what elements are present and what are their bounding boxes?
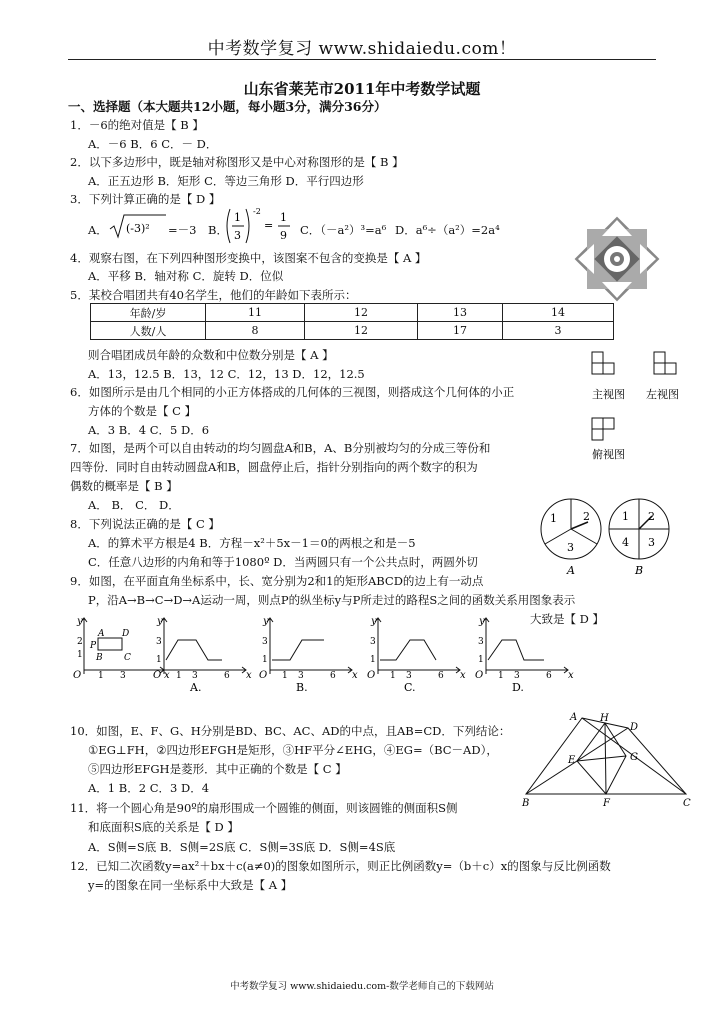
q2-choices: A．正五边形 B．矩形 C．等边三角形 D．平行四边形	[88, 174, 364, 188]
q5-age-table	[90, 303, 614, 340]
disk-b-num: 4	[622, 536, 629, 549]
q8-line1: A．的算术平方根是4 B．方程－x²＋5x－1＝0的两根之和是－5	[88, 536, 416, 550]
q10-line1: 10．如图，E、F、G、H分别是BD、BC、AC、AD的中点，且AB=CD．下列结论：	[70, 724, 511, 738]
origin-label: O	[475, 670, 484, 681]
pt-label: A	[570, 712, 578, 723]
q3-eq: =	[264, 219, 274, 232]
disk-b-num: 3	[648, 536, 655, 549]
pt-label: F	[603, 798, 610, 809]
tick-label: 3	[406, 671, 412, 681]
right-paren	[246, 209, 249, 243]
pt-label: G	[630, 752, 638, 763]
q4-choices: A．平移 B．轴对称 C．旋转 D．位似	[88, 269, 284, 283]
q12-line2: y=的图象在同一坐标系中大致是【 A 】	[88, 878, 293, 892]
point-c: C	[124, 653, 131, 663]
q5-followup: 则合唱团成员年龄的众数和中位数分别是【 A 】	[88, 348, 334, 362]
origin-label: O	[73, 670, 82, 681]
q10-quadrilateral	[520, 710, 700, 810]
view-cell	[603, 418, 614, 429]
q3-frac-num: 1	[234, 211, 241, 224]
graph-line	[380, 640, 436, 660]
q6-choices: A．3 B．4 C．5 D．6	[88, 423, 210, 437]
tick-label: 3	[120, 671, 126, 681]
tick-label: 6	[546, 671, 552, 681]
table-cell: 12	[305, 304, 418, 322]
axis-x-label: x	[164, 670, 170, 681]
view-cell	[603, 363, 614, 374]
pt-label: B	[522, 798, 530, 809]
tick-label: 1	[77, 650, 83, 660]
axis-y-label: y	[479, 616, 485, 627]
tick-label: 6	[330, 671, 336, 681]
page-title: 山东省莱芜市2011年中考数学试题	[243, 80, 481, 98]
point-d: D	[122, 629, 130, 639]
q11-line1: 11．将一个圆心角是90º的扇形围成一个圆锥的侧面，则该圆锥的侧面积S侧	[70, 801, 458, 815]
table-row	[91, 322, 614, 340]
q11-choices: A．S侧=S底 B．S侧=2S底 C．S侧=3S底 D．S侧=4S底	[88, 840, 396, 854]
q9-line1: 9．如图，在平面直角坐标系中，长、宽分别为2和1的矩形ABCD的边上有一动点	[70, 574, 484, 588]
tick-label: 6	[438, 671, 444, 681]
q3-frac-den: 3	[234, 229, 241, 242]
pt-label: C	[683, 798, 691, 809]
tick-label: 1	[390, 671, 396, 681]
label-main-view: 主视图	[592, 388, 625, 401]
table-cell: 3	[503, 322, 614, 340]
tick-label: 3	[298, 671, 304, 681]
q3-choice-a-label: A．	[88, 223, 108, 237]
tick-label: 1	[262, 655, 268, 665]
disk-a-pointer	[571, 522, 588, 529]
axis-x-label: x	[352, 670, 358, 681]
q1-stem: 1．－6的绝对值是【 B 】	[70, 118, 204, 132]
axis-x-label: x	[246, 670, 252, 681]
table-cell: 人数/人	[91, 322, 206, 340]
view-cell	[592, 363, 603, 374]
tick-label: 1	[282, 671, 288, 681]
page-footer: 中考数学复习 www.shidaiedu.com-数学老师自己的下载网站	[230, 981, 494, 992]
q7-choices: A． B． C． D．	[88, 498, 180, 512]
q3-choice-d: D．a⁶÷（a²）=2a⁴	[395, 223, 500, 237]
q7-line1: 7．如图，是两个可以自由转动的均匀圆盘A和B，A、B分别被均匀的分成三等份和	[70, 441, 491, 455]
q7-line2: 四等份．同时自由转动圆盘A和B，圆盘停止后，指针分别指向的两个数字的积为	[70, 460, 478, 474]
point-a: A	[98, 629, 105, 639]
q6-line2: 方体的个数是【 C 】	[88, 404, 197, 418]
q3-stem: 3．下列计算正确的是【 D 】	[70, 192, 221, 206]
point-b: B	[96, 653, 103, 663]
origin-label: O	[259, 670, 268, 681]
q9-line2: P，沿A→B→C→D→A运动一周，则点P的纵坐标y与P所走过的路程S之间的函数关系用图象表示	[88, 593, 576, 607]
rect-abcd	[98, 638, 122, 650]
view-cell	[665, 363, 676, 374]
q3-rhs-num: 1	[280, 211, 287, 224]
seg-hf	[605, 723, 606, 794]
q4-stem: 4．观察右图，在下列四种图形变换中，该图案不包含的变换是【 A 】	[70, 251, 427, 265]
graph-option-label: C.	[404, 681, 416, 694]
tick-label: 3	[156, 637, 162, 647]
pt-label: E	[568, 755, 576, 766]
graph-line	[272, 640, 324, 660]
table-cell: 8	[206, 322, 305, 340]
section-heading: 一、选择题（本大题共12小题，每小题3分，满分36分）	[68, 99, 387, 114]
disk-a-num: 3	[567, 541, 574, 554]
axis-y-label: y	[77, 616, 83, 627]
tick-label: 1	[156, 655, 162, 665]
view-cell	[592, 352, 603, 363]
q8-stem: 8．下列说法正确的是【 C 】	[70, 517, 220, 531]
q9-line3: 大致是【 D 】	[530, 612, 605, 626]
graph-option-label: B.	[296, 681, 308, 694]
tick-label: 3	[514, 671, 520, 681]
tick-label: 3	[478, 637, 484, 647]
q3-choice-b-label: B．	[208, 223, 228, 237]
table-cell: 年龄/岁	[91, 304, 206, 322]
axis-x-label: x	[460, 670, 466, 681]
q4-pattern-figure	[570, 212, 664, 306]
q10-choices: A．1 B．2 C．3 D．4	[88, 781, 210, 795]
q11-line2: 和底面积S底的关系是【 D 】	[88, 820, 239, 834]
disk-b-num: 1	[622, 510, 629, 523]
point-p: P	[90, 641, 97, 651]
q9-option-graph-2	[366, 612, 466, 694]
q10-line2: ①EG⊥FH，②四边形EFGH是矩形，③HF平分∠EHG，④EG=（BC－AD），	[88, 743, 498, 757]
table-cell: 12	[305, 322, 418, 340]
tick-label: 6	[224, 671, 230, 681]
tick-label: 1	[370, 655, 376, 665]
tick-label: 1	[478, 655, 484, 665]
pattern-center-dot	[614, 256, 620, 262]
q3-exponent: -2	[253, 207, 261, 216]
page-header: 中考数学复习 www.shidaiedu.com！	[207, 39, 517, 59]
q6-three-views	[588, 348, 688, 464]
q1-choices: A．－6 B．6 C．－ D．	[88, 137, 218, 151]
left-paren	[227, 209, 230, 243]
pt-label: H	[600, 713, 609, 724]
view-cell	[654, 352, 665, 363]
label-left-view: 左视图	[646, 388, 679, 401]
axis-y-label: y	[371, 616, 377, 627]
disk-a-label: A	[567, 564, 575, 577]
header-rule	[68, 59, 656, 60]
q5-stem: 5．某校合唱团共有40名学生，他们的年龄如下表所示：	[70, 288, 357, 302]
tick-label: 1	[98, 671, 104, 681]
label-top-view: 俯视图	[592, 448, 625, 461]
q8-line2: C．任意八边形的内角和等于1080º D．当两圆只有一个公共点时，两圆外切	[88, 555, 478, 569]
table-cell: 14	[503, 304, 614, 322]
axis-y-label: y	[263, 616, 269, 627]
graph-option-label: D.	[512, 681, 524, 694]
origin-label: O	[367, 670, 376, 681]
q9-option-graph-0	[152, 612, 252, 694]
disk-b-num: 2	[648, 510, 655, 523]
pt-label: D	[630, 722, 639, 733]
origin-label: O	[153, 670, 162, 681]
q3-radicand: (-3)²	[126, 222, 150, 235]
q10-line3: ⑤四边形EFGH是菱形．其中正确的个数是【 C 】	[88, 762, 347, 776]
tick-label: 2	[77, 637, 83, 647]
q3-choice-c: C．（－a²）³=a⁶	[300, 223, 387, 237]
axis-y-label: y	[157, 616, 163, 627]
q2-stem: 2．以下多边形中，既是轴对称图形又是中心对称图形的是【 B 】	[70, 155, 404, 169]
q9-option-graph-1	[258, 612, 358, 694]
axis-x-label: x	[568, 670, 574, 681]
q3-rhs-den: 9	[280, 229, 287, 242]
tick-label: 1	[498, 671, 504, 681]
disk-b-label: B	[635, 564, 644, 577]
disk-a-num: 2	[583, 510, 590, 523]
table-cell: 17	[418, 322, 503, 340]
view-cell	[592, 429, 603, 440]
table-cell: 13	[418, 304, 503, 322]
tick-label: 3	[192, 671, 198, 681]
disk-a-divider	[571, 529, 597, 544]
tick-label: 3	[262, 637, 268, 647]
tick-label: 3	[370, 637, 376, 647]
view-cell	[654, 363, 665, 374]
tick-label: 1	[176, 671, 182, 681]
table-row	[91, 304, 614, 322]
view-cell	[592, 418, 603, 429]
q3-choice-a-rhs: =－3	[168, 223, 197, 237]
q7-disks	[536, 496, 676, 578]
q12-line1: 12．已知二次函数y=ax²＋bx＋c(a≠0)的图象如图所示，则正比例函数y=（b＋c）x的图象与反比例函数	[70, 859, 611, 873]
q9-option-graph-3	[474, 612, 574, 694]
graph-line	[488, 640, 544, 660]
q6-line1: 6．如图所示是由几个相同的小正方体搭成的几何体的三视图，则搭成这个几何体的小正	[70, 385, 515, 399]
graph-line	[166, 640, 222, 660]
disk-a-num: 1	[550, 512, 557, 525]
table-cell: 11	[206, 304, 305, 322]
q5-choices: A．13，12.5 B．13，12 C．12，13 D．12，12.5	[88, 367, 365, 381]
graph-option-label: A.	[190, 681, 202, 694]
q7-line3: 偶数的概率是【 B 】	[70, 479, 178, 493]
